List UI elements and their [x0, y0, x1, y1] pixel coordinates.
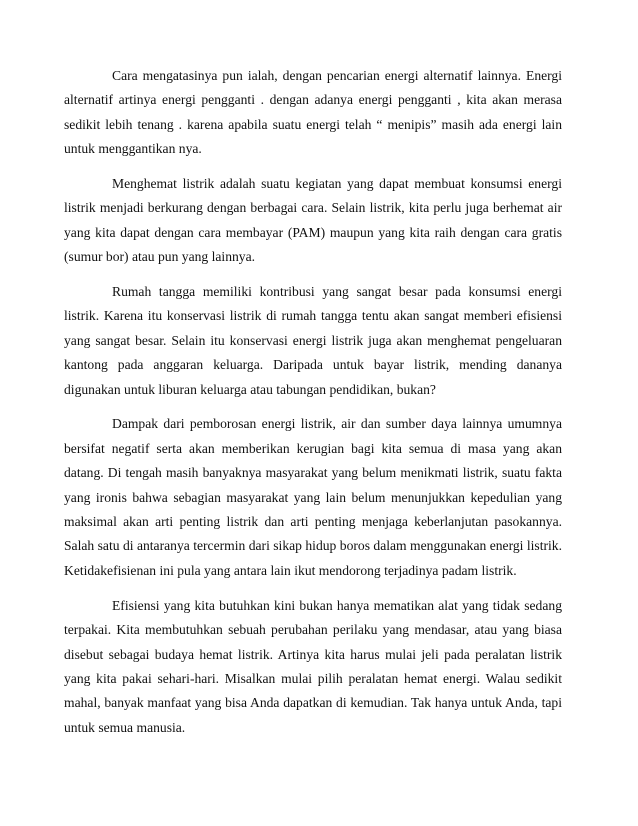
document-body — [64, 64, 562, 751]
paragraph-alternative-energy: Cara mengatasinya pun ialah, dengan pencarian energi alternatif lainnya. Energi alternatif artinya energi pengganti . dengan adanya energi pengganti , kita akan merasa sedikit lebih tenang . karena apabila suatu energi telah “ menipis” masih ada energi lain untuk menggantikan nya. — [64, 68, 562, 157]
paragraph-saving-electricity: Menghemat listrik adalah suatu kegiatan yang dapat membuat konsumsi energi listrik menjadi berkurang dengan berbagai cara. Selain listrik, kita perlu juga berhemat air yang kita dapat dengan cara membayar (PAM) maupun yang kita raih dengan cara gratis (sumur bor) atau pun yang lainnya. — [64, 176, 562, 265]
paragraph-waste-impact: Dampak dari pemborosan energi listrik, air dan sumber daya lainnya umumnya bersifat negatif serta akan memberikan kerugian bagi kita semua di masa yang akan datang. Di tengah masih banyaknya masyarakat yang belum menikmati listrik, suatu fakta yang ironis bahwa sebagian masyarakat yang lain belum menunjukkan kepedulian yang maksimal akan arti penting listrik dan arti penting menjaga keberlanjutan pasokannya. Salah satu di antaranya tercermin dari sikap hidup boros dalam menggunakan energi listrik. Ketidakefisienan ini pula yang antara lain ikut mendorong terjadinya padam listrik. — [64, 416, 562, 578]
paragraph-household-consumption: Rumah tangga memiliki kontribusi yang sangat besar pada konsumsi energi listrik. Karena itu konservasi listrik di rumah tangga tentu akan sangat memberi efisiensi yang sangat besar. Selain itu konservasi energi listrik juga akan menghemat pengeluaran kantong pada anggaran keluarga. Daripada untuk bayar listrik, mending dananya digunakan untuk liburan keluarga atau tabungan pendidikan, bukan? — [64, 284, 562, 397]
paragraph-efficiency-culture: Efisiensi yang kita butuhkan kini bukan hanya mematikan alat yang tidak sedang terpakai. Kita membutuhkan sebuah perubahan perilaku yang mendasar, atau yang biasa disebut sebagai budaya hemat listrik. Artinya kita harus mulai jeli pada peralatan listrik yang kita pakai sehari-hari. Misalkan mulai pilih peralatan hemat energi. Walau sedikit mahal, banyak manfaat yang bisa Anda dapatkan di kemudian. Tak hanya untuk Anda, tapi untuk semua manusia. — [64, 597, 562, 735]
